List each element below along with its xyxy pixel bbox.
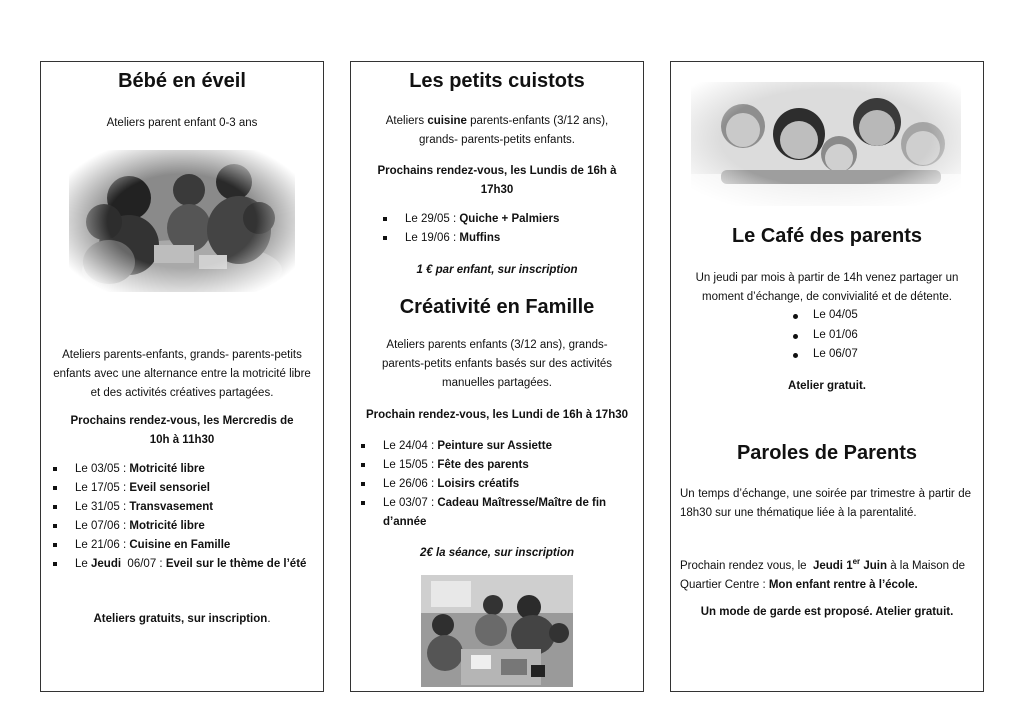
panel-petits-cuistots bbox=[350, 61, 644, 692]
list-item: Le 29/05 : Quiche + Palmiers bbox=[377, 210, 637, 229]
panel-title: Le Café des parents bbox=[731, 225, 923, 247]
panel-subtitle: Ateliers parent enfant 0-3 ans bbox=[106, 117, 258, 129]
list-item: Le 01/06 bbox=[791, 326, 911, 346]
list-item: Le 21/06 : Cuisine en Famille bbox=[47, 536, 319, 555]
creativite-intro: Ateliers parents enfants (3/12 ans), grands-parents-petits enfants basés sur des activités manuelles partagées. bbox=[381, 339, 613, 389]
list-item: Le 17/05 : Eveil sensoriel bbox=[47, 479, 319, 498]
photo-crafts-activity bbox=[421, 575, 573, 687]
paroles-intro: Un temps d’échange, une soirée par trimestre à partir de 18h30 sur une thématique liée à la parentalité. bbox=[680, 488, 971, 519]
list-item: Le 24/04 : Peinture sur Assiette bbox=[355, 437, 637, 456]
list-item: Le 03/05 : Motricité libre bbox=[47, 460, 319, 479]
panel-bebe-en-eveil bbox=[40, 61, 324, 692]
panel-title: Bébé en éveil bbox=[118, 70, 246, 92]
photo-family bbox=[691, 82, 961, 206]
appointment-list bbox=[47, 460, 319, 574]
section-title-paroles: Paroles de Parents bbox=[736, 442, 918, 464]
panel-title: Les petits cuistots bbox=[409, 70, 585, 92]
cuisine-intro: Ateliers cuisine parents-enfants (3/12 ans), grands- parents-petits enfants. bbox=[385, 115, 609, 146]
panel-description: Ateliers parents-enfants, grands- parents-petits enfants avec une alternance entre la motricité libre et des activités créatives partagées. bbox=[53, 349, 311, 399]
creativite-list bbox=[355, 437, 637, 532]
list-item: Le 03/07 : Cadeau Maîtresse/Maître de fin d’année bbox=[355, 494, 637, 532]
list-item: Le 07/06 : Motricité libre bbox=[47, 517, 319, 536]
paroles-next: Prochain rendez vous, le Jeudi 1er Juin à la Maison de Quartier Centre : Mon enfant rentre à l’école. bbox=[680, 557, 966, 591]
cafe-intro: Un jeudi par mois à partir de 14h venez partager un moment d’échange, de convivialité et de détente. bbox=[695, 272, 959, 303]
list-item: Le 26/06 : Loisirs créatifs bbox=[355, 475, 637, 494]
creativite-price: 2€ la séance, sur inscription bbox=[419, 547, 575, 559]
cuisine-price: 1 € par enfant, sur inscription bbox=[416, 264, 578, 276]
list-item: Le 31/05 : Transvasement bbox=[47, 498, 319, 517]
panel-footer: Ateliers gratuits, sur inscription. bbox=[93, 613, 271, 625]
paroles-footer: Un mode de garde est proposé. Atelier gratuit. bbox=[700, 606, 954, 618]
photo-parents-babies bbox=[69, 150, 295, 292]
list-item: Le 15/05 : Fête des parents bbox=[355, 456, 637, 475]
list-item: Le 06/07 bbox=[791, 345, 911, 365]
cuisine-list bbox=[377, 210, 637, 248]
section-title-creativite: Créativité en Famille bbox=[399, 296, 595, 318]
panel-cafe-des-parents bbox=[670, 61, 984, 692]
list-item: Le 04/05 bbox=[791, 306, 911, 326]
next-appointments-label: Prochains rendez-vous, les Mercredis de 10h à 11h30 bbox=[70, 415, 294, 446]
cafe-free-label: Atelier gratuit. bbox=[788, 380, 866, 392]
cuisine-next-label: Prochains rendez-vous, les Lundis de 16h à 17h30 bbox=[377, 165, 617, 196]
creativite-next-label: Prochain rendez-vous, les Lundi de 16h à 17h30 bbox=[365, 409, 629, 421]
cafe-dates-list bbox=[791, 306, 911, 365]
list-item: Le Jeudi 06/07 : Eveil sur le thème de l’été bbox=[47, 555, 319, 574]
list-item: Le 19/06 : Muffins bbox=[377, 229, 637, 248]
